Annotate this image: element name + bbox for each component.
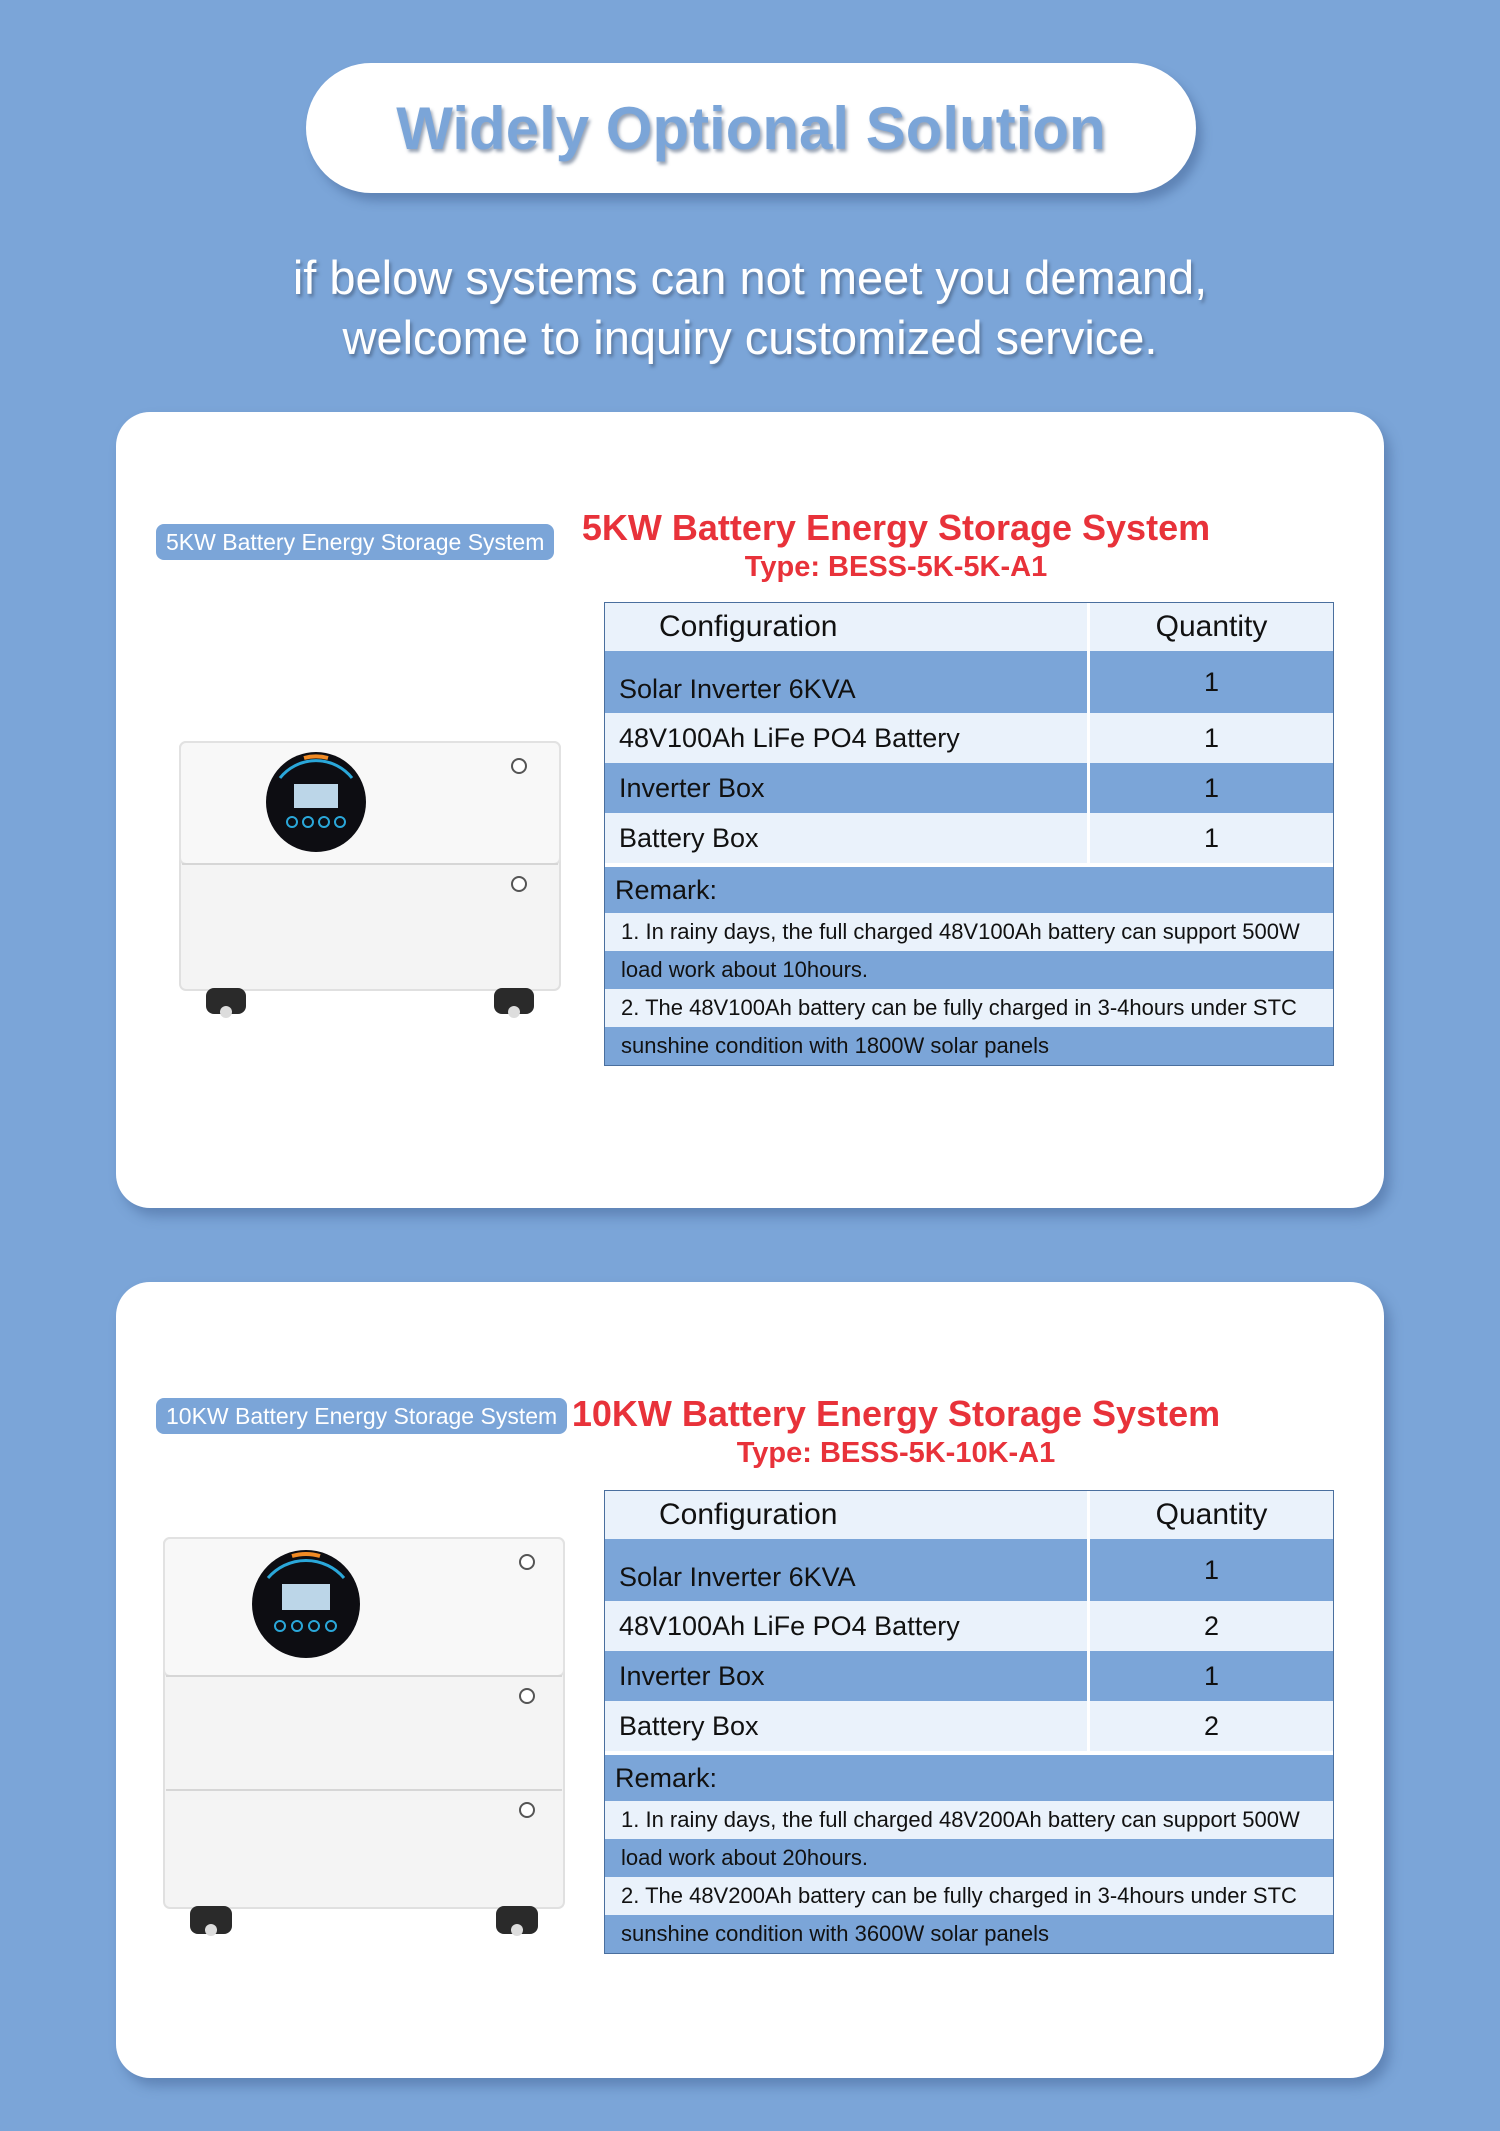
row-qty: 2: [1087, 1701, 1333, 1751]
product-title-block: [496, 1392, 1296, 1470]
header-quantity: Quantity: [1087, 1491, 1333, 1539]
table-row: [605, 1701, 1333, 1751]
battery-system-image: [160, 1518, 580, 1938]
table-row: [605, 651, 1333, 713]
product-type: Type: BESS-5K-10K-A1: [736, 1437, 1056, 1469]
header-quantity: Quantity: [1087, 603, 1333, 651]
product-tag: 5KW Battery Energy Storage System: [156, 524, 554, 560]
product-card-5kw: [116, 412, 1384, 1208]
table-row: [605, 713, 1333, 763]
row-name: Solar Inverter 6KVA: [619, 674, 856, 704]
remark-line: 1. In rainy days, the full charged 48V200Ah battery can support 500W: [605, 1801, 1333, 1839]
product-card-10kw: [116, 1282, 1384, 2078]
product-title-block: [496, 506, 1296, 584]
subtitle-line-1: if below systems can not meet you demand,: [292, 251, 1208, 304]
row-name: Battery Box: [619, 822, 759, 853]
table-row: [605, 763, 1333, 813]
remark-line: 2. The 48V200Ah battery can be fully charged in 3-4hours under STC: [605, 1877, 1333, 1915]
battery-system-image: [176, 722, 576, 1022]
product-type: Type: BESS-5K-5K-A1: [744, 551, 1048, 583]
remark-line: sunshine condition with 1800W solar panels: [605, 1027, 1333, 1065]
product-title: 10KW Battery Energy Storage System: [571, 1393, 1221, 1434]
row-name: Battery Box: [619, 1710, 759, 1741]
table-row: [605, 1651, 1333, 1701]
config-table: [604, 602, 1334, 1066]
remark-line: 1. In rainy days, the full charged 48V100Ah battery can support 500W: [605, 913, 1333, 951]
row-qty: 1: [1087, 1539, 1333, 1601]
row-name: Inverter Box: [619, 1660, 765, 1691]
remark-line: sunshine condition with 3600W solar panels: [605, 1915, 1333, 1953]
row-qty: 1: [1087, 713, 1333, 763]
table-row: [605, 1539, 1333, 1601]
subtitle-line-2: welcome to inquiry customized service.: [342, 311, 1158, 364]
header-configuration: Configuration: [659, 610, 838, 643]
table-header: [605, 603, 1333, 651]
row-name: Solar Inverter 6KVA: [619, 1562, 856, 1592]
row-name: Inverter Box: [619, 772, 765, 803]
title-banner: [306, 63, 1196, 193]
row-qty: 1: [1087, 763, 1333, 813]
row-qty: 1: [1087, 813, 1333, 863]
table-header: [605, 1491, 1333, 1539]
product-title: 5KW Battery Energy Storage System: [581, 507, 1211, 548]
remark-label: Remark:: [605, 1751, 1333, 1801]
row-qty: 1: [1087, 651, 1333, 713]
row-name: 48V100Ah LiFe PO4 Battery: [619, 722, 960, 753]
config-table: [604, 1490, 1334, 1954]
table-row: [605, 813, 1333, 863]
remark-label: Remark:: [605, 863, 1333, 913]
row-qty: 2: [1087, 1601, 1333, 1651]
product-tag: 10KW Battery Energy Storage System: [156, 1398, 567, 1434]
table-row: [605, 1601, 1333, 1651]
row-name: 48V100Ah LiFe PO4 Battery: [619, 1610, 960, 1641]
page-title: Widely Optional Solution: [396, 94, 1106, 162]
row-qty: 1: [1087, 1651, 1333, 1701]
remark-line: load work about 10hours.: [605, 951, 1333, 989]
remark-line: load work about 20hours.: [605, 1839, 1333, 1877]
remark-line: 2. The 48V100Ah battery can be fully charged in 3-4hours under STC: [605, 989, 1333, 1027]
header-configuration: Configuration: [659, 1498, 838, 1531]
